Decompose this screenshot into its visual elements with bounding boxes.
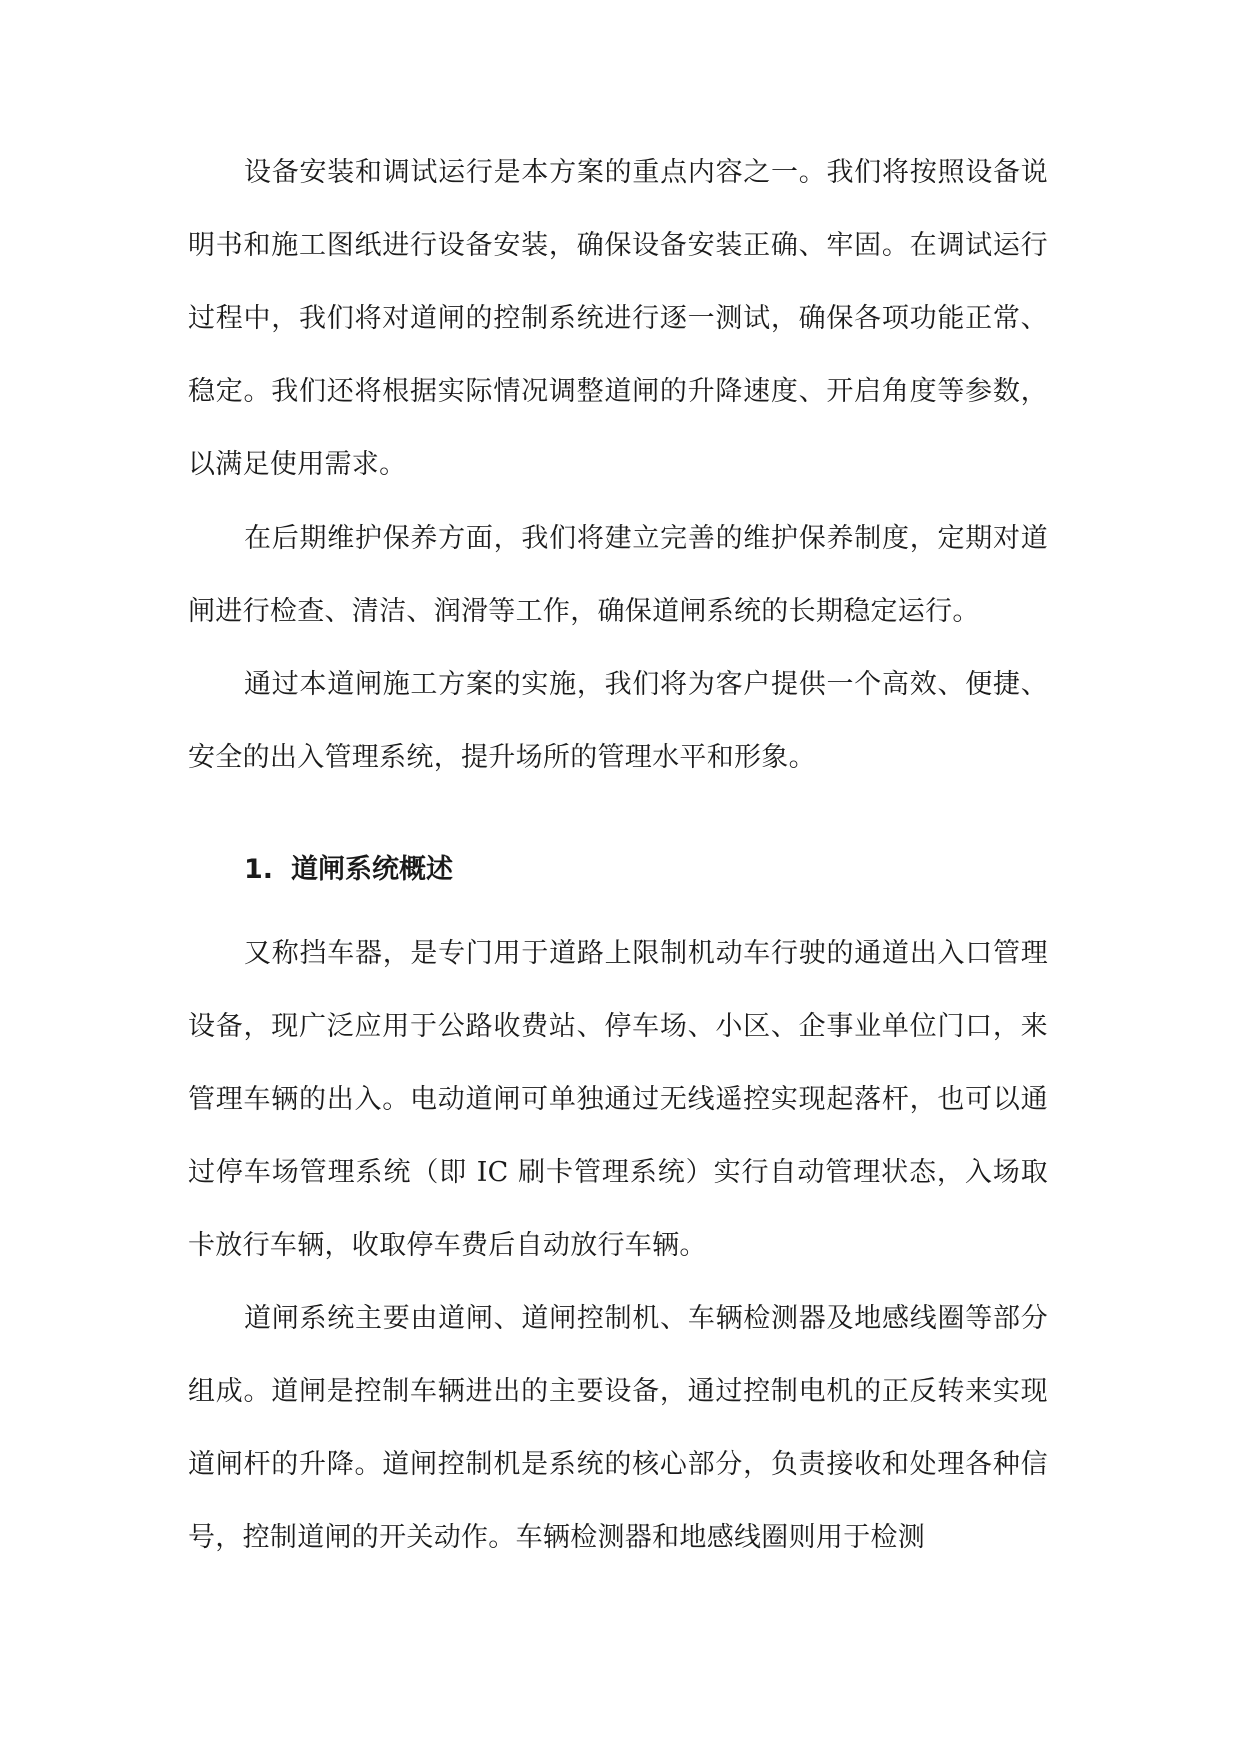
section-number: 1.	[244, 854, 274, 885]
paragraph-system-components: 道闸系统主要由道闸、道闸控制机、车辆检测器及地感线圈等部分组成。道闸是控制车辆进出的主要设备，通过控制电机的正反转来实现道闸杆的升降。道闸控制机是系统的核心部分，负责接收和处理各种信号，控制道闸的开关动作。车辆检测器和地感线圈则用于检测	[188, 1303, 1048, 1553]
section-title: 道闸系统概述	[291, 854, 454, 885]
paragraph-maintenance: 在后期维护保养方面，我们将建立完善的维护保养制度，定期对道闸进行检查、清洁、润滑等工作，确保道闸系统的长期稳定运行。	[188, 523, 1048, 627]
paragraph-implementation-summary: 通过本道闸施工方案的实施，我们将为客户提供一个高效、便捷、安全的出入管理系统，提升场所的管理水平和形象。	[188, 669, 1048, 773]
paragraph-installation-commissioning: 设备安装和调试运行是本方案的重点内容之一。我们将按照设备说明书和施工图纸进行设备安装，确保设备安装正确、牢固。在调试运行过程中，我们将对道闸的控制系统进行逐一测试，确保各项功能正常、稳定。我们还将根据实际情况调整道闸的升降速度、开启角度等参数，以满足使用需求。	[188, 157, 1048, 480]
paragraph-barrier-definition: 又称挡车器，是专门用于道路上限制机动车行驶的通道出入口管理设备，现广泛应用于公路收费站、停车场、小区、企事业单位门口，来管理车辆的出入。电动道闸可单独通过无线遥控实现起落杆，也可以通过停车场管理系统（即 IC 刷卡管理系统）实行自动管理状态，入场取卡放行车辆，收取停车费后自动放行车辆。	[188, 938, 1048, 1261]
section-heading	[244, 852, 453, 888]
